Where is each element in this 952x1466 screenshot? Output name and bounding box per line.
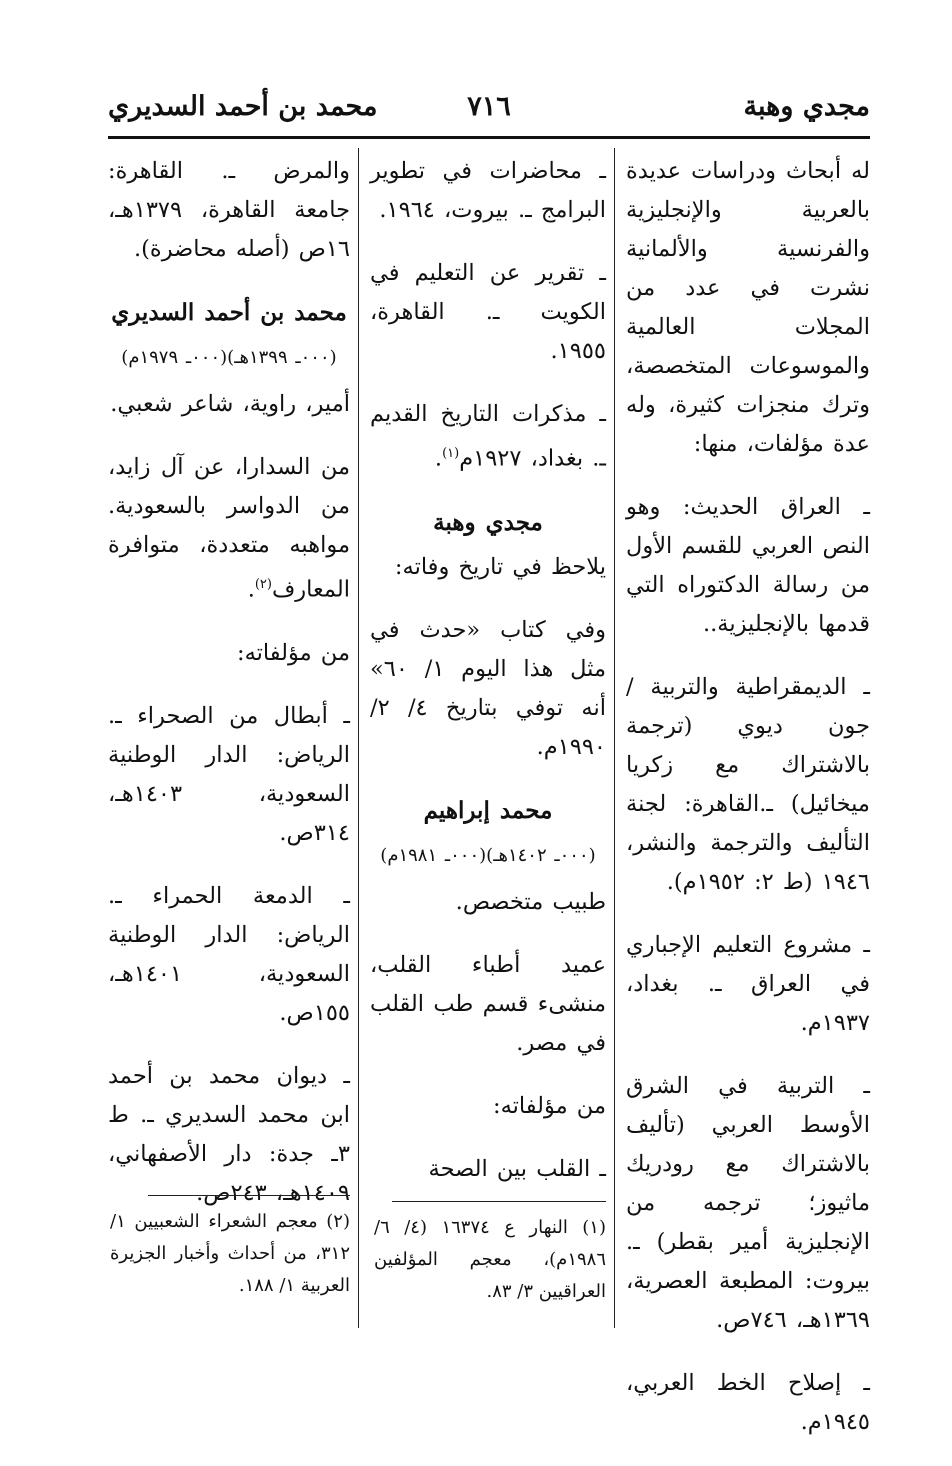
header-right-title: مجدي وهبة (743, 91, 870, 122)
entry-bio: أمير، راوية، شاعر شعبي. (110, 391, 350, 417)
entry-dates: (٠٠٠ـ ١٤٠٢هـ)(٠٠٠ـ ١٩٨١م) (380, 844, 596, 866)
work-item: ـ أبطال من الصحراء ـ. الرياض: الدار الوطنية السعودية، ١٤٠٣هـ، ٣١٤ص. (108, 702, 350, 846)
footnote: (١) النهار ع ١٦٣٧٤ (٤/ ٦/ ١٩٨٦م)، معجم المؤلفين العراقيين ٣/ ٨٣. (374, 1217, 606, 1302)
work-item: ـ العراق الحديث: وهو النص العربي للقسم الأول من رسالة الدكتوراه التي قدمها بالإنجليزية.. (626, 494, 870, 637)
footnote-rule (148, 1195, 350, 1196)
works-label: من مؤلفاته: (236, 639, 350, 666)
work-item: ـ مشروع التعليم الإجباري في العراق ـ. بغداد، ١٩٣٧م. (626, 932, 870, 1036)
intro-paragraph: له أبحاث ودراسات عديدة بالعربية والإنجليزية والفرنسية والألمانية نشرت في عدد من المجلات العالمية والموسوعات المتخصصة، وترك منجزات كثيرة، وله عدة مؤلفات، منها: (626, 158, 870, 457)
work-item: ـ ديوان محمد بن أحمد ابن محمد السديري ـ. ط ٣ـ جدة: دار الأصفهاني، ١٤٠٩هـ، ٢٤٣ص. (108, 1062, 350, 1206)
bio-text: من السدارا، عن آل زايد، من الدواسر بالسعودية. مواهبه متعددة، متوافرة المعارف (108, 454, 350, 603)
column-right (626, 152, 870, 1466)
footnote: (٢) معجم الشعراء الشعبيين ١/ ٣١٢، من أحداث وأخبار الجزيرة العربية ١/ ١٨٨. (110, 1211, 350, 1296)
works-label: من مؤلفاته: (492, 1092, 606, 1119)
header-left-title: محمد بن أحمد السديري (108, 91, 378, 122)
entry-dates: (٠٠٠ـ ١٣٩٩هـ)(٠٠٠ـ ١٩٧٩م) (121, 347, 337, 368)
work-item: ـ تقرير عن التعليم في الكويت ـ. القاهرة، ١٩٥٥. (370, 260, 606, 364)
entry-bio: عميد أطباء القلب، منشىء قسم طب القلب في مصر. (370, 951, 606, 1056)
entry-name: محمد بن أحمد السديري (111, 299, 347, 326)
work-item: ـ الديمقراطية والتربية / جون ديوي (ترجمة بالاشتراك مع زكريا ميخائيل) ـ.القاهرة: لجنة التأليف والترجمة والنشر، ١٩٤٦ (ط ٢: ١٩٥٢م). (626, 674, 870, 895)
bio-tail: . (247, 576, 255, 603)
entry-text: وفي كتاب «حدث في مثل هذا اليوم ١/ ٦٠» أنه توفي بتاريخ ٤/ ٢/ ١٩٩٠م. (370, 616, 606, 760)
entry-name: مجدي وهبة (433, 508, 543, 536)
work-item: ـ القلب بين الصحة (428, 1155, 606, 1182)
work-continuation: والمرض ـ. القاهرة: جامعة القاهرة، ١٣٧٩هـ، ١٦ص (أصله محاضرة). (108, 158, 350, 262)
work-item: ـ إصلاح الخط العربي، ١٩٤٥م. (626, 1370, 870, 1435)
page-number: ٧١٦ (467, 91, 511, 122)
entry-bio (108, 448, 350, 610)
footnote-ref: (٢) (254, 577, 272, 592)
work-item: ـ محاضرات في تطوير البرامج ـ. بيروت، ١٩٦٤. (370, 158, 606, 223)
header-rule (108, 136, 870, 139)
entry-name: محمد إبراهيم (423, 796, 553, 824)
work-text: ـ مذكرات التاريخ القديم ـ. بغداد، ١٩٢٧م (370, 401, 606, 472)
footnote-rule (392, 1201, 606, 1202)
work-tail: . (434, 445, 443, 472)
work-item (370, 395, 606, 479)
column-divider-right (614, 148, 615, 1328)
column-left (108, 152, 350, 1237)
work-item: ـ التربية في الشرق الأوسط العربي (تأليف بالاشتراك مع رودريك ماثيوز؛ ترجمه من الإنجليزية أمير بقطر) ـ. بيروت: المطبعة العصرية، ١٣٦٩هـ، ٧٤٦ص. (626, 1073, 870, 1333)
work-item: ـ الدمعة الحمراء ـ. الرياض: الدار الوطنية السعودية، ١٤٠١هـ، ١٥٥ص. (108, 882, 350, 1026)
entry-bio: طبيب متخصص. (455, 888, 606, 915)
column-middle (370, 152, 606, 1213)
column-divider-left (358, 148, 359, 1328)
entry-note: يلاحظ في تاريخ وفاته: (394, 553, 606, 580)
page-header (108, 88, 870, 128)
footnote-ref: (١) (442, 446, 460, 461)
